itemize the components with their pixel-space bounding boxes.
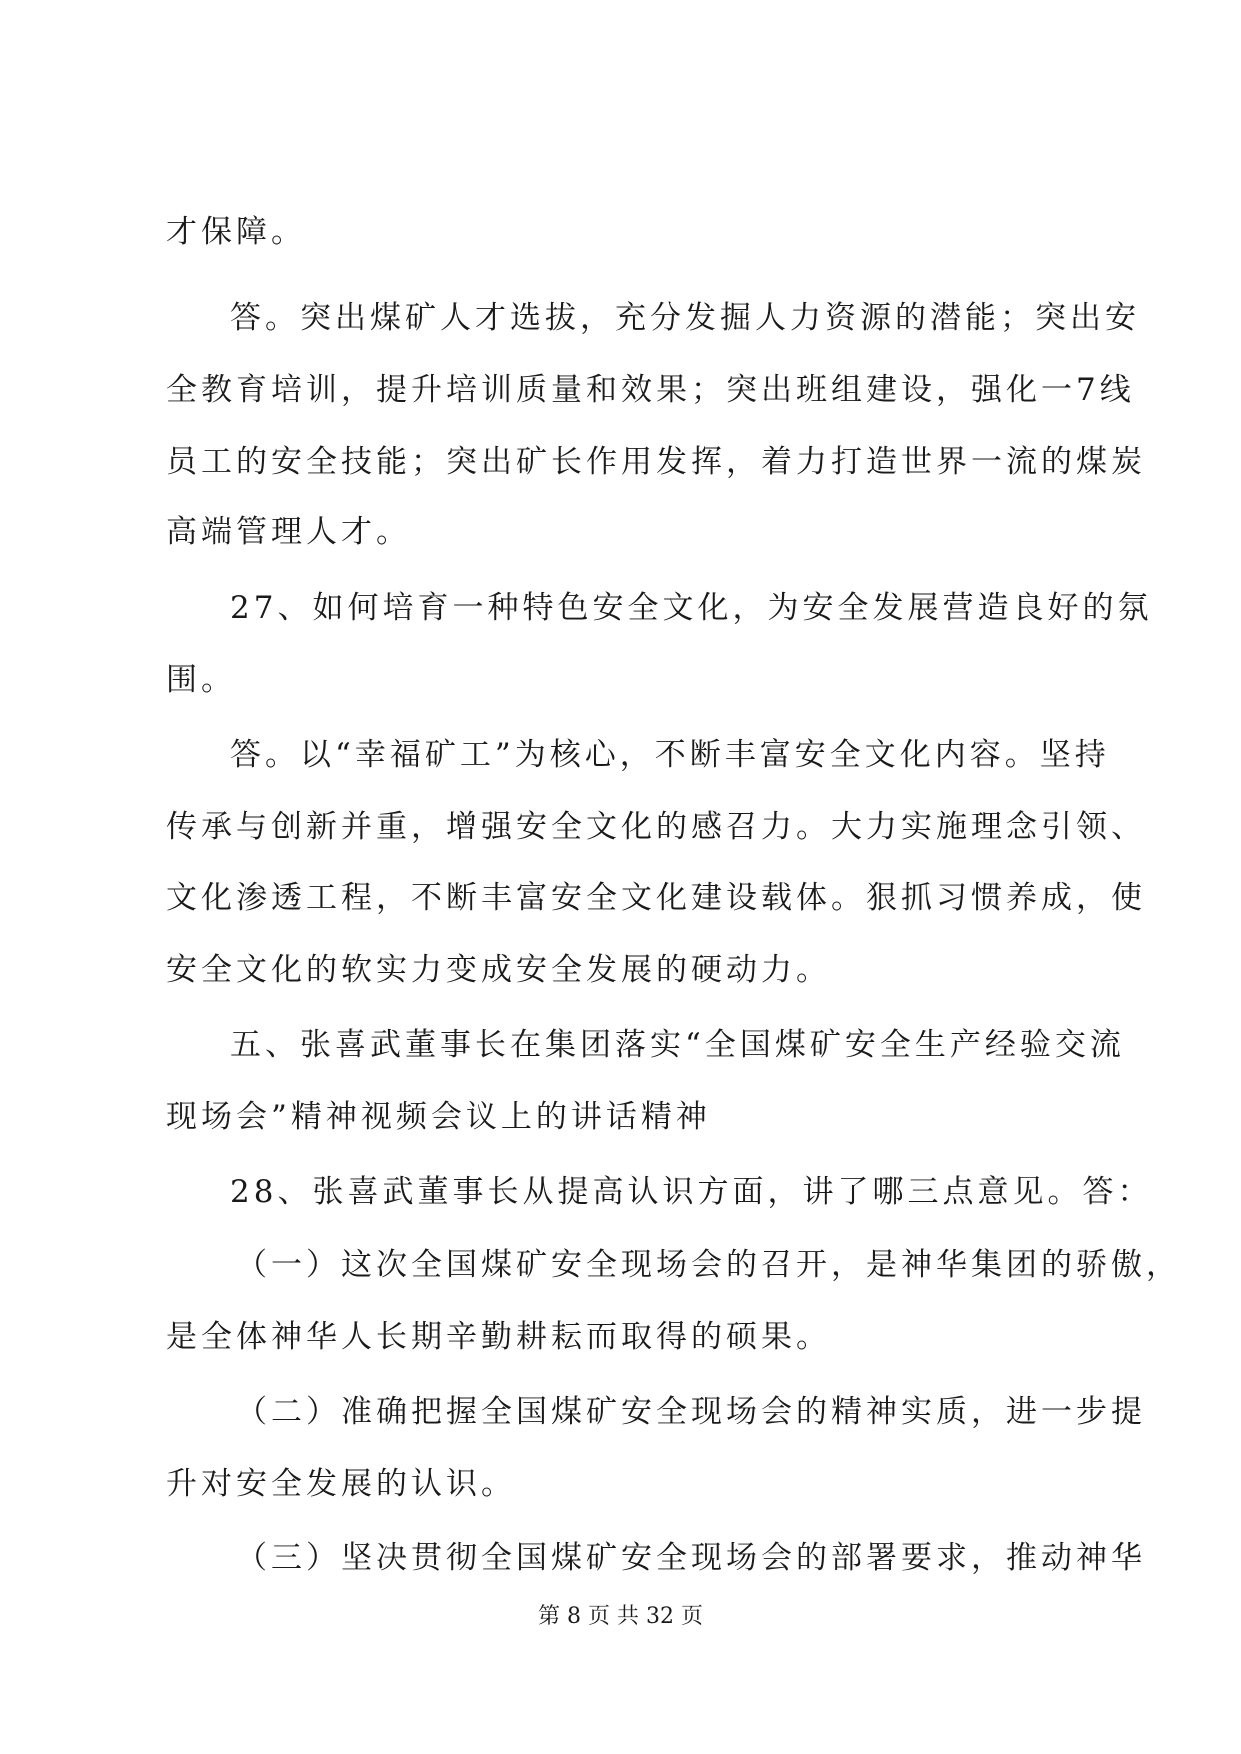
text-line: 传承与创新并重，增强安全文化的感召力。大力实施理念引领、 [166, 809, 1146, 845]
page-footer: 第 8 页 共 32 页 [538, 1604, 703, 1629]
text-line: 高端管理人才。 [166, 514, 411, 550]
text-line: （三）坚决贯彻全国煤矿安全现场会的部署要求，推动神华 [236, 1540, 1146, 1576]
text-line: 围。 [166, 662, 236, 698]
text-line: 27、如何培育一种特色安全文化，为安全发展营造良好的氛 [230, 590, 1153, 626]
text-line: 全教育培训，提升培训质量和效果；突出班组建设，强化一7线 [166, 372, 1135, 408]
text-line: 是全体神华人长期辛勤耕耘而取得的硕果。 [166, 1319, 831, 1355]
text-line: 安全文化的软实力变成安全发展的硬动力。 [166, 952, 831, 988]
text-line: 现场会”精神视频会议上的讲话精神 [166, 1099, 711, 1135]
text-line: 升对安全发展的认识。 [166, 1466, 516, 1502]
text-line: 答。突出煤矿人才选拔，充分发掘人力资源的潜能；突出安 [230, 300, 1140, 336]
text-line: 28、张喜武董事长从提高认识方面，讲了哪三点意见。答： [230, 1174, 1153, 1210]
text-line: 文化渗透工程，不断丰富安全文化建设载体。狠抓习惯养成，使 [166, 880, 1146, 916]
text-line: 员工的安全技能；突出矿长作用发挥，着力打造世界一流的煤炭 [166, 444, 1146, 480]
text-line: 答。以“幸福矿工”为核心，不断丰富安全文化内容。坚持 [230, 737, 1110, 773]
text-line: （一）这次全国煤矿安全现场会的召开，是神华集团的骄傲， [236, 1247, 1181, 1283]
text-line: （二）准确把握全国煤矿安全现场会的精神实质，进一步提 [236, 1394, 1146, 1430]
text-line: 才保障。 [166, 214, 306, 250]
text-line: 五、张喜武董事长在集团落实“全国煤矿安全生产经验交流 [230, 1027, 1125, 1063]
